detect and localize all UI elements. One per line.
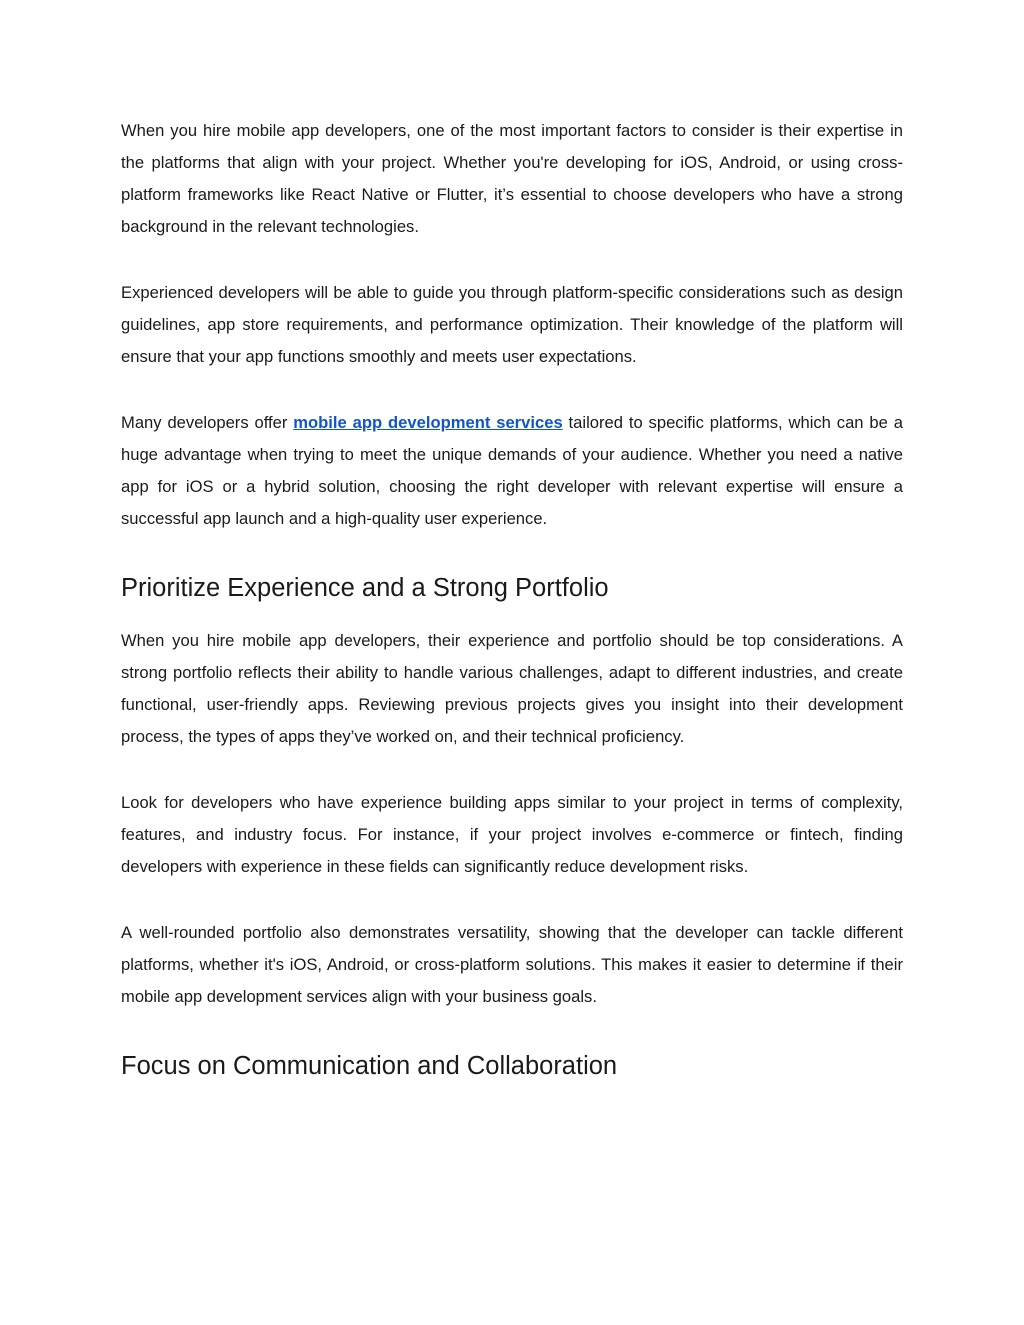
section-heading-experience-portfolio: Prioritize Experience and a Strong Portfolio (121, 574, 609, 602)
paragraph-text-after-link: tailored to specific platforms, which can be a huge advantage when trying to meet the unique demands of your audience. Whether you need a native app for iOS or a hybrid solution, choosing the right developer with relevant expertise will ensure a successful app launch and a high-quality user experience. (121, 413, 903, 528)
paragraph-similar-projects: Look for developers who have experience building apps similar to your project in terms of complexity, features, and industry focus. For instance, if your project involves e-commerce or fintech, finding developers with experience in these fields can significantly reduce development risks. (121, 793, 903, 876)
paragraph-development-services (121, 407, 903, 535)
paragraph-versatility: A well-rounded portfolio also demonstrates versatility, showing that the developer can tackle different platforms, whether it's iOS, Android, or cross-platform solutions. This makes it easier to determine if their mobile app development services align with your business goals. (121, 923, 903, 1006)
paragraph-text-before-link: Many developers offer (121, 413, 294, 432)
document-page (121, 115, 903, 1083)
paragraph-experienced-developers: Experienced developers will be able to guide you through platform-specific considerations such as design guidelines, app store requirements, and performance optimization. Their knowledge of the platform will ensure that your app functions smoothly and meets user expectations. (121, 283, 903, 366)
mobile-app-development-services-link[interactable]: mobile app development services (293, 413, 563, 432)
paragraph-experience-portfolio: When you hire mobile app developers, their experience and portfolio should be top considerations. A strong portfolio reflects their ability to handle various challenges, adapt to different industries, and create functional, user-friendly apps. Reviewing previous projects gives you insight into their development process, the types of apps they’ve worked on, and their technical proficiency. (121, 631, 903, 746)
paragraph-platform-expertise: When you hire mobile app developers, one of the most important factors to consider is their expertise in the platforms that align with your project. Whether you're developing for iOS, Android, or using cross-platform frameworks like React Native or Flutter, it’s essential to choose developers who have a strong background in the relevant technologies. (121, 121, 903, 236)
section-heading-communication: Focus on Communication and Collaboration (121, 1052, 618, 1080)
